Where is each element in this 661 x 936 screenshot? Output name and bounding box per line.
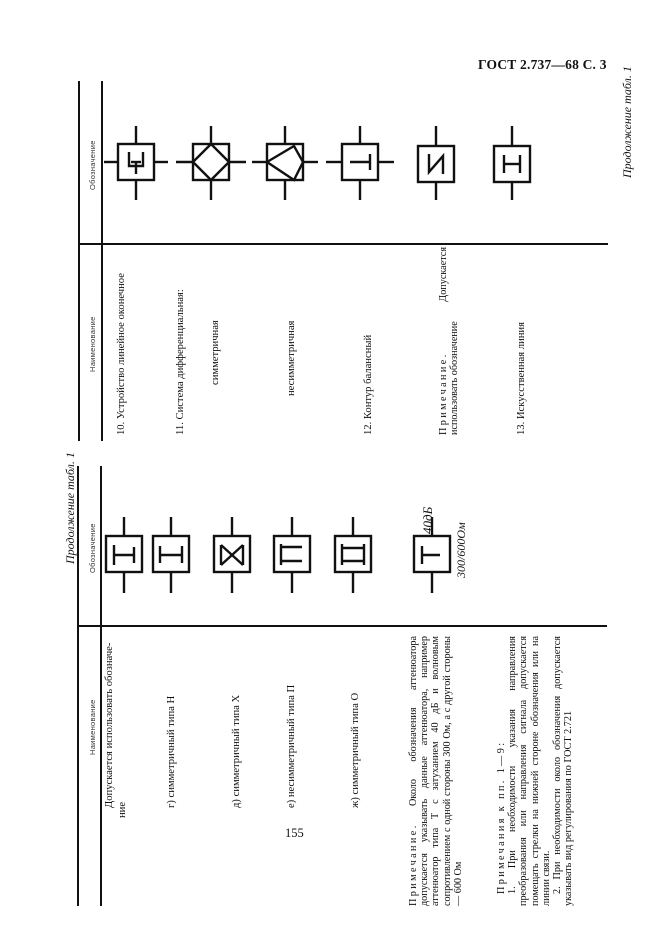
- row-d-name: д) симметричный типа X: [231, 694, 242, 808]
- upper-table-left-border: [78, 81, 80, 441]
- artificial-line-icon: [492, 126, 532, 200]
- attenuator-o-icon: [333, 517, 373, 593]
- lower-col-name-header: Наименование: [88, 699, 97, 755]
- lower-table-header-divider: [100, 466, 102, 906]
- page-number: 155: [285, 826, 304, 840]
- row-11-sym-name: симметричная: [210, 320, 221, 385]
- balance-circuit-icon: [326, 126, 394, 200]
- attenuator-p-icon: [272, 517, 312, 593]
- row-e-name: е) несимметричный типа П: [286, 684, 297, 808]
- attenuator-db-label: 40дБ: [420, 506, 435, 534]
- upper-col-name-header: Наименование: [88, 316, 97, 372]
- row-12-note: Примечание. Допускается использовать обозначение: [438, 247, 461, 435]
- row-zh-name: ж) симметричный типа О: [350, 692, 361, 808]
- attenuator-ohm-label: 300/600Ом: [454, 522, 468, 578]
- upper-table-continuation: Продолжение табл. 1: [620, 66, 634, 178]
- row-11-asym-name: несимметричная: [286, 320, 297, 396]
- attenuator-h-icon: [151, 517, 191, 593]
- lower-table-continuation: Продолжение табл. 1: [63, 452, 77, 564]
- row-10-name: 10. Устройство линейное оконечное: [116, 273, 127, 435]
- lower-table-left-border: [77, 466, 79, 906]
- differential-symmetric-icon: [176, 126, 246, 200]
- upper-table-header-divider: [101, 81, 103, 441]
- attenuator-t-alt-icon: [104, 517, 144, 593]
- notes-1-9: Примечания к пп. 1—9: 1. При необходимости указания направления преобразования или направления сигнала допускается помещать стрелки на нижней стороне обозначения или на линии связи. 2. При необходимости около обозначения допускается указывать вид регулирования по ГОСТ 2.721: [496, 636, 575, 906]
- upper-col-symbol-header: Обозначение: [88, 140, 97, 190]
- row-12-name: 12. Контур балансный: [363, 334, 374, 435]
- lower-row-alt-name-2: ние: [117, 801, 128, 818]
- differential-asymmetric-icon: [252, 126, 318, 200]
- row-13-name: 13. Искусственная линия: [516, 322, 527, 435]
- balance-circuit-z-icon: [416, 126, 456, 200]
- row-11-name: 11. Система дифференциальная:: [175, 289, 186, 435]
- lower-col-symbol-header: Обозначение: [88, 523, 97, 573]
- line-terminal-device-icon: [104, 126, 168, 200]
- attenuator-note: Примечание. Около обозначения аттенюатора допускается указывать данные аттенюатора, например аттенюатор типа Т с затуханием 40 дБ и волновым сопротивлением с одной стороны 300 Ом, а с другой стороны — 600 Ом: [408, 635, 464, 906]
- lower-table-column-divider: [77, 625, 607, 627]
- upper-table-column-divider: [78, 243, 608, 245]
- row-g-name: г) симметричный типа Н: [166, 695, 177, 808]
- lower-row-alt-name-1: Допускается использовать обозначе-: [104, 642, 115, 808]
- document-header: ГОСТ 2.737—68 С. 3: [478, 57, 607, 72]
- attenuator-x-icon: [212, 517, 252, 593]
